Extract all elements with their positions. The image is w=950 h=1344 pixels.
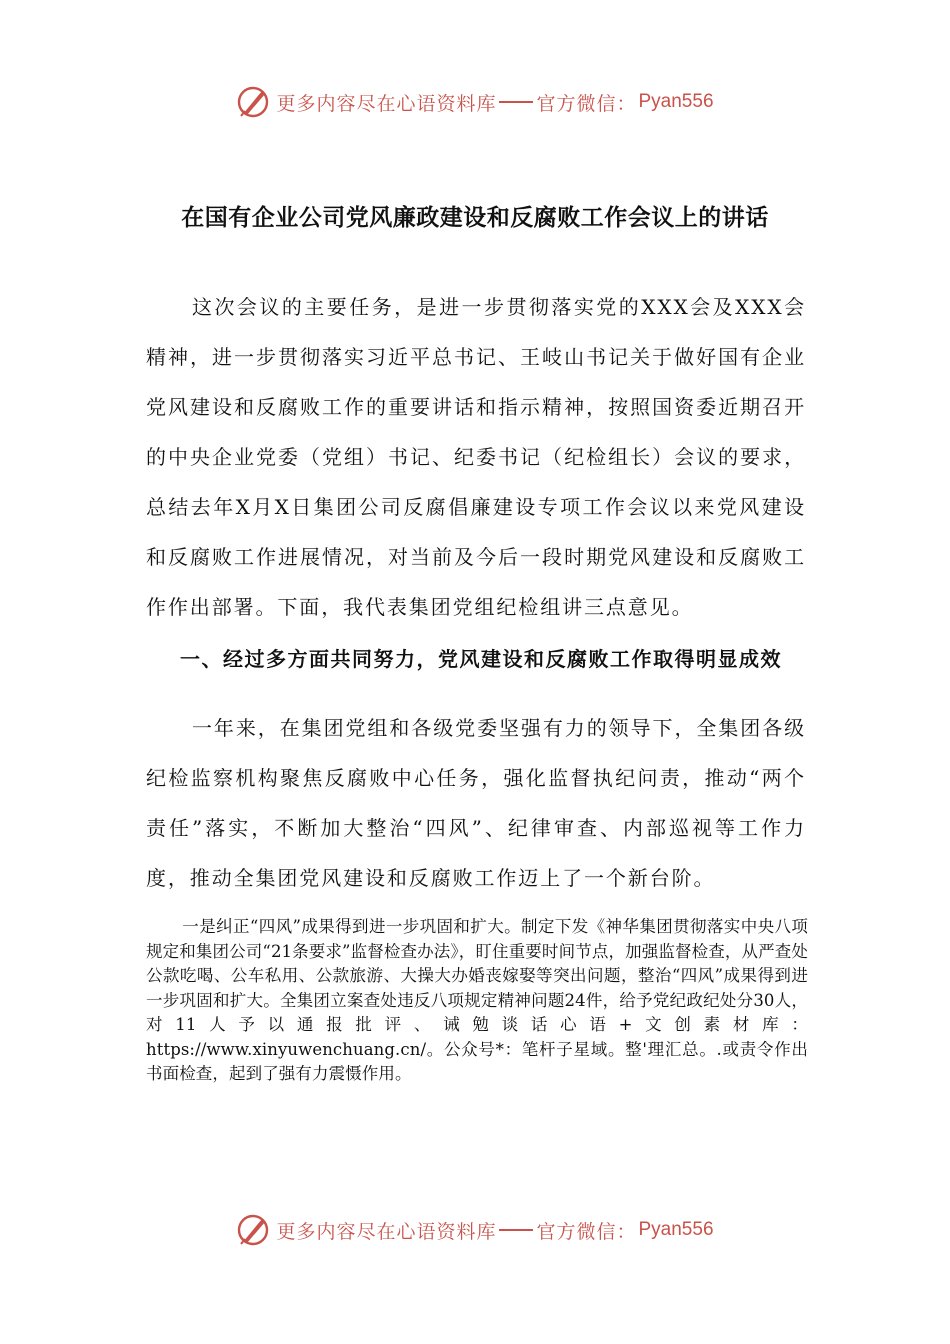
banner-wechat-id: Pyan556 bbox=[638, 91, 714, 112]
quill-logo-icon bbox=[236, 85, 270, 119]
document-title: 在国有企业公司党风廉政建设和反腐败工作会议上的讲话 bbox=[181, 204, 769, 231]
paragraph-intro: 这次会议的主要任务，是进一步贯彻落实党的XXX会及XXX会精神，进一步贯彻落实习近平总书记、王岐山书记关于做好国有企业党风建设和反腐败工作的重要讲话和指示精神，按照国资委近期召开的中央企业党委（党组）书记、纪委书记（纪检组长）会议的要求，总结去年X月X日集团公司反腐倡廉建设专项工作会议以来党风建设和反腐败工作进展情况，对当前及今后一段时期党风建设和反腐败工作作出部署。下面，我代表集团党组纪检组讲三点意见。 bbox=[146, 295, 806, 619]
footer-watermark-banner bbox=[0, 1208, 950, 1252]
banner-wechat-id: Pyan556 bbox=[638, 1219, 714, 1240]
banner-label: 官方微信： bbox=[536, 92, 637, 115]
banner-text: 更多内容尽在心语资料库 bbox=[276, 92, 497, 115]
header-watermark-banner bbox=[0, 80, 950, 124]
section-heading-1: 一、经过多方面共同努力，党风建设和反腐败工作取得明显成效 bbox=[180, 647, 782, 671]
banner-text: 更多内容尽在心语资料库 bbox=[276, 1220, 497, 1243]
banner-separator bbox=[499, 101, 533, 103]
banner-label: 官方微信： bbox=[536, 1220, 637, 1243]
banner-separator bbox=[499, 1229, 533, 1231]
quill-logo-icon bbox=[236, 1213, 270, 1247]
paragraph-section-1: 一年来，在集团党组和各级党委坚强有力的领导下，全集团各级纪检监察机构聚焦反腐败中心任务，强化监督执纪问责，推动“两个责任”落实，不断加大整治“四风”、纪律审查、内部巡视等工作力度，推动全集团党风建设和反腐败工作迈上了一个新台阶。 bbox=[146, 716, 806, 890]
paragraph-point-1: 一是纠正“四风”成果得到进一步巩固和扩大。制定下发《神华集团贯彻落实中央八项规定和集团公司“21条要求”监督检查办法》，盯住重要时间节点，加强监督检查，从严查处公款吃喝、公车私用、公款旅游、大操大办婚丧嫁娶等突出问题，整治“四风”成果得到进一步巩固和扩大。全集团立案查处违反八项规定精神问题24件，给予党纪政纪处分30人，对11人予以通报批评、诫勉谈话心语+文创素材库：https://www.xinyuwenchuang.cn/。公众号*：笔杆子星域。整'理汇总。.或责令作出书面检查，起到了强有力震慑作用。 bbox=[146, 917, 808, 1083]
